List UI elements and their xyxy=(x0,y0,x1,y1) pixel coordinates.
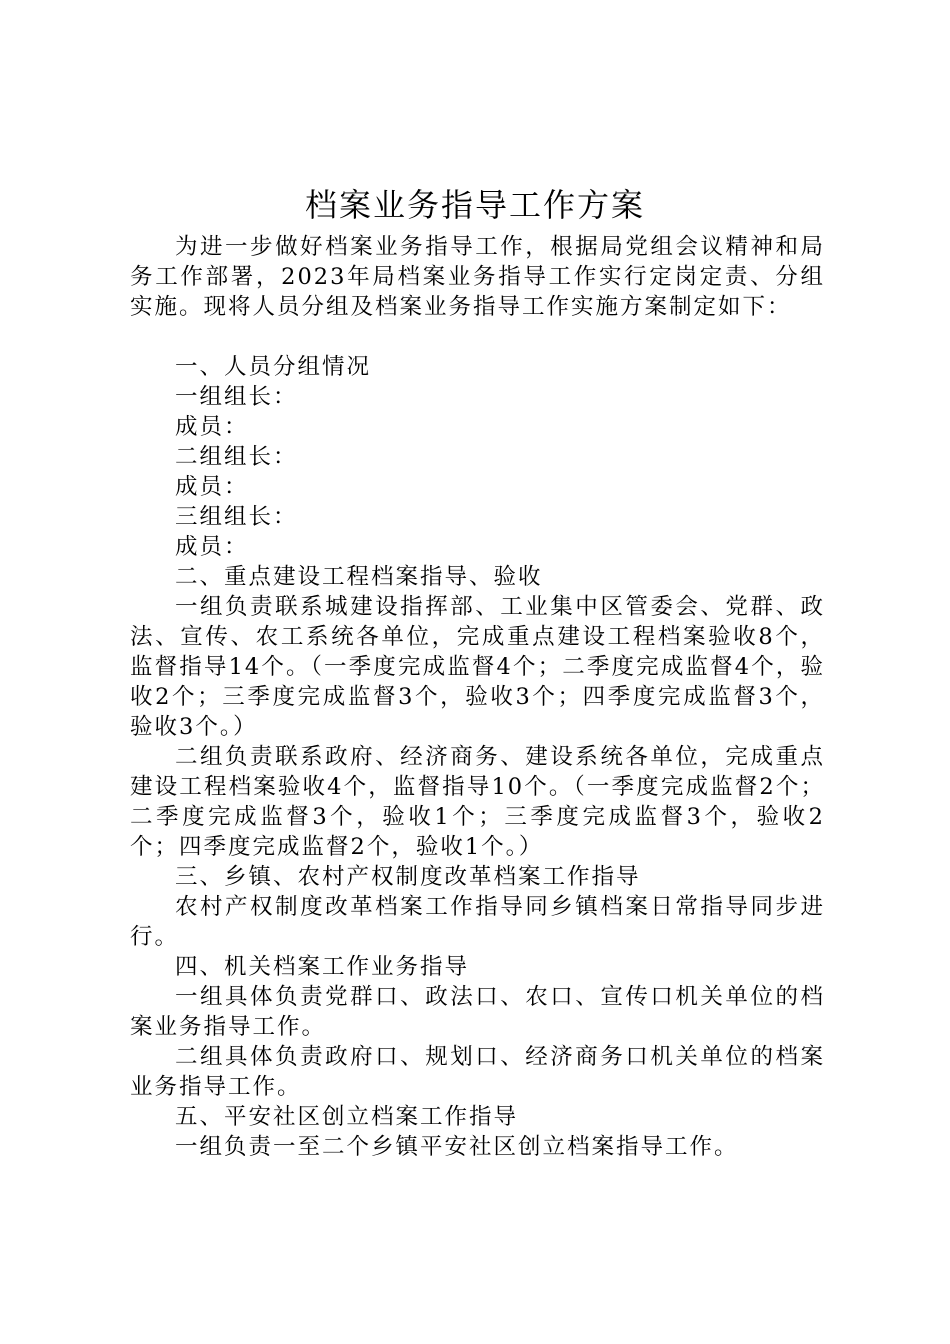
section2-paragraph: 二组负责联系政府、经济商务、建设系统各单位，完成重点建设工程档案验收4个，监督指导10个。（一季度完成监督2个；二季度完成监督3个，验收1个；三季度完成监督3个，验收2个；四季度完成监督2个，验收1个。） xyxy=(130,744,825,860)
section4-paragraph: 一组具体负责党群口、政法口、农口、宣传口机关单位的档案业务指导工作。 xyxy=(130,984,825,1040)
section3-paragraph: 农村产权制度改革档案工作指导同乡镇档案日常指导同步进行。 xyxy=(130,894,825,950)
group2-members-line: 成员： xyxy=(175,474,249,500)
section4-paragraph: 二组具体负责政府口、规划口、经济商务口机关单位的档案业务指导工作。 xyxy=(130,1044,825,1100)
group2-leader-line: 二组组长： xyxy=(175,444,298,470)
group3-leader-line: 三组组长： xyxy=(175,504,298,530)
intro-paragraph: 为进一步做好档案业务指导工作，根据局党组会议精神和局务工作部署，2023年局档案业务指导工作实行定岗定责、分组实施。现将人员分组及档案业务指导工作实施方案制定如下： xyxy=(130,234,825,320)
document-body xyxy=(130,232,825,1162)
group1-members-line: 成员： xyxy=(175,414,249,440)
paragraph-gap xyxy=(130,322,825,352)
section1-heading: 一、人员分组情况 xyxy=(175,354,372,380)
section5-paragraph: 一组负责一至二个乡镇平安社区创立档案指导工作。 xyxy=(175,1134,739,1160)
section3-heading: 三、乡镇、农村产权制度改革档案工作指导 xyxy=(175,864,641,890)
section2-heading: 二、重点建设工程档案指导、验收 xyxy=(175,564,543,590)
section2-paragraph: 一组负责联系城建设指挥部、工业集中区管委会、党群、政法、宣传、农工系统各单位，完成重点建设工程档案验收8个，监督指导14个。（一季度完成监督4个；二季度完成监督4个，验收2个；三季度完成监督3个，验收3个；四季度完成监督3个，验收3个。） xyxy=(130,594,825,740)
group3-members-line: 成员： xyxy=(175,534,249,560)
group1-leader-line: 一组组长： xyxy=(175,384,298,410)
document-title: 档案业务指导工作方案 xyxy=(304,186,645,224)
section4-heading: 四、机关档案工作业务指导 xyxy=(175,954,470,980)
section5-heading: 五、平安社区创立档案工作指导 xyxy=(175,1104,519,1130)
